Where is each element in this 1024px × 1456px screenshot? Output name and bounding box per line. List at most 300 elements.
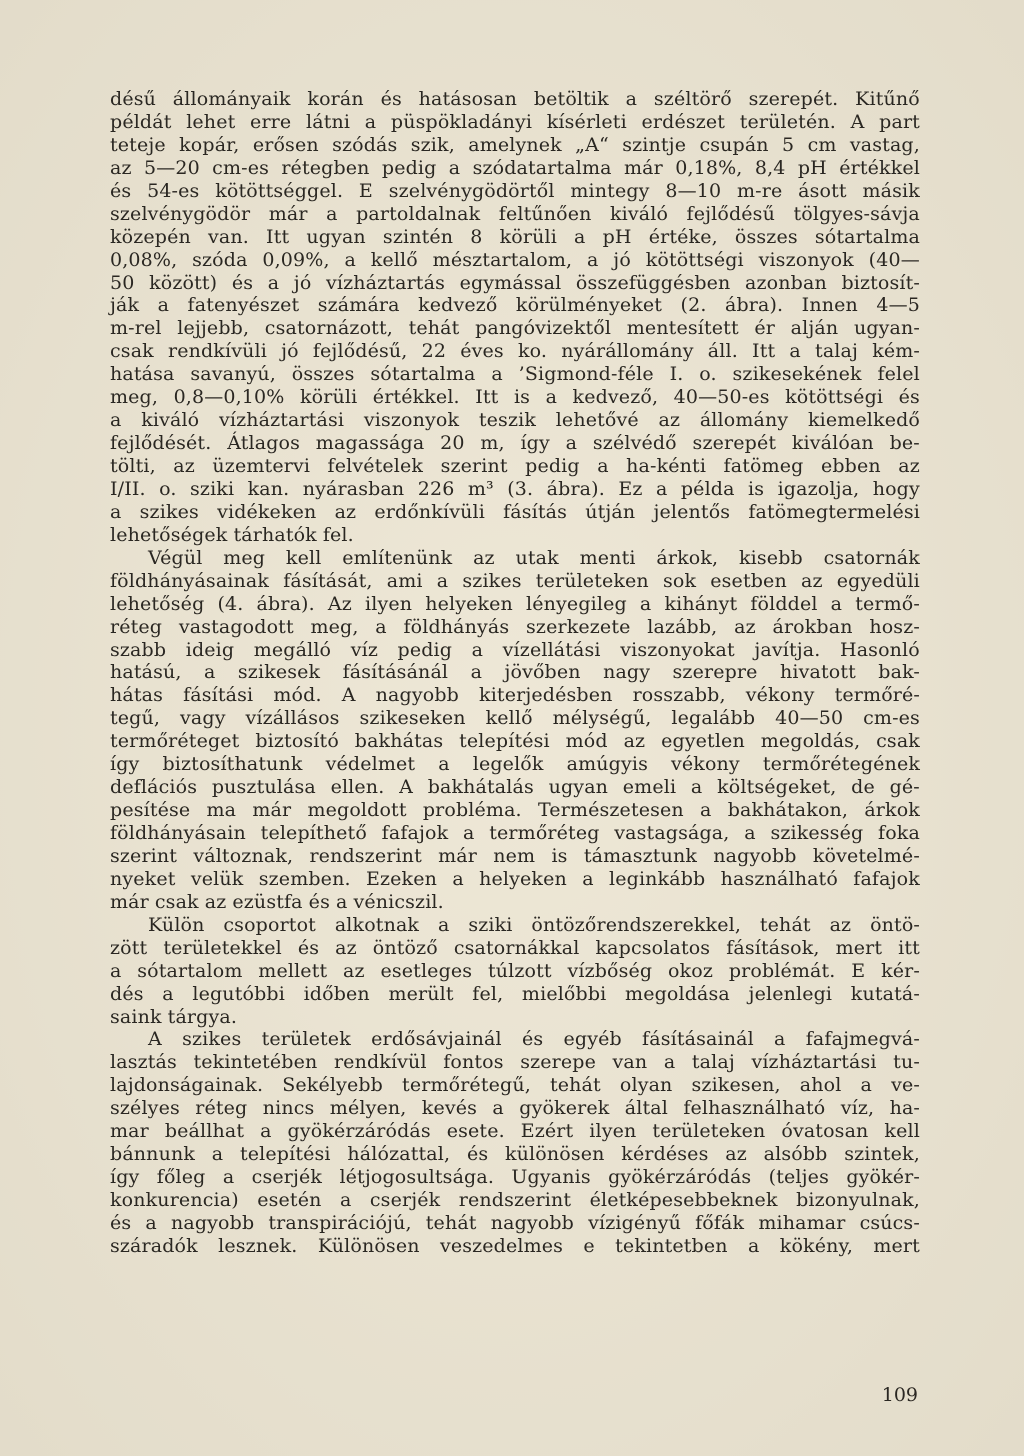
body-text (110, 88, 920, 1258)
word: a (470, 661, 483, 684)
word: fatenyészet (187, 294, 300, 317)
word: legutóbbi (192, 982, 285, 1005)
text-line (110, 203, 920, 226)
word: szelvénygödör (110, 202, 251, 225)
word: nagy (603, 661, 651, 684)
word: szerint (440, 455, 508, 477)
word: az (725, 1143, 747, 1166)
word: az (898, 455, 920, 477)
word: az (110, 156, 132, 179)
word: teszik (478, 409, 536, 432)
word: így (110, 753, 140, 776)
word: be- (889, 432, 920, 455)
word: 8—10 (665, 179, 722, 202)
word: Ezeken (365, 867, 437, 890)
word: csak (876, 730, 920, 753)
word: a (344, 248, 356, 271)
word: legalább (671, 707, 756, 730)
word: így (520, 432, 550, 455)
word: ha-kénti (626, 455, 707, 477)
word: földdel (750, 592, 818, 615)
text-line (110, 845, 920, 868)
word: kedvező (418, 294, 498, 317)
word: összes (734, 225, 798, 248)
word: megoldása (625, 982, 730, 1005)
word: merült (388, 982, 454, 1005)
word: a (110, 959, 122, 982)
word: (3. (507, 477, 534, 500)
text-line (110, 1051, 920, 1074)
word: tehát (425, 1211, 477, 1234)
word: az (800, 569, 823, 592)
word: beállhat (164, 1120, 245, 1143)
word: 8,4 (754, 156, 786, 179)
word: csak (110, 340, 154, 363)
text-line (110, 1166, 920, 1189)
word: bánnunk (110, 1143, 196, 1166)
word: gé- (889, 776, 920, 799)
word: pH (602, 225, 632, 248)
word: összefüggésben (575, 271, 731, 294)
word: kisebb (739, 546, 803, 569)
word: 5 (782, 133, 795, 156)
word: szik, (410, 133, 455, 156)
word: saink (110, 1005, 162, 1028)
word: a (267, 271, 280, 294)
word: termő- (855, 592, 920, 615)
text-line (110, 272, 920, 295)
word: ábra). (256, 592, 315, 615)
word: nagyobb (713, 844, 797, 867)
word: a (145, 1211, 157, 1234)
word: mielőbbi (521, 982, 607, 1005)
word: óvatosan (781, 1120, 869, 1143)
word: a (574, 225, 586, 248)
word: pedig (397, 638, 453, 661)
word: transpirációjú, (268, 1211, 412, 1234)
word: konkurencia) (110, 1189, 239, 1211)
word: árkok, (656, 546, 719, 569)
word: E (358, 179, 373, 202)
word: szintek, (844, 1143, 920, 1166)
word: szemben. (258, 867, 351, 890)
word: ha- (889, 1097, 920, 1120)
word: biztosító (255, 730, 339, 753)
word: sok (662, 569, 697, 592)
word: a (110, 409, 122, 432)
word: pedig (381, 156, 437, 179)
word: az (335, 936, 357, 959)
word: mélyen, (329, 1097, 407, 1120)
word: kopár, (179, 133, 240, 156)
text-line (110, 661, 920, 684)
text-line (110, 684, 920, 707)
word: jövőben (504, 661, 581, 684)
word: bakhátas (354, 730, 444, 753)
word: kapcsolatos (595, 936, 711, 959)
word: jó (281, 340, 299, 363)
text-line (110, 1189, 920, 1212)
word: kellő (485, 707, 533, 730)
text-line (110, 983, 920, 1006)
word: mód (565, 730, 608, 753)
word: emeli (622, 776, 677, 799)
word: utak (515, 546, 559, 569)
word: különösen (505, 1143, 605, 1166)
word: 226 (417, 477, 455, 500)
word: egyetlen (661, 730, 745, 753)
word: e (583, 1234, 595, 1257)
word: m, (480, 432, 505, 455)
word: száradók (110, 1234, 198, 1257)
word: A (341, 684, 356, 707)
word: egyedüli (836, 569, 920, 592)
word: egymással (459, 271, 562, 294)
word: időben (303, 982, 370, 1005)
text-line (110, 294, 920, 317)
word: dés (110, 982, 144, 1005)
word: szikesség (770, 822, 864, 844)
text-line (110, 593, 920, 616)
word: szikes (139, 500, 199, 523)
word: szikesekének (732, 363, 862, 386)
word: hálózattal, (347, 1143, 451, 1166)
text-line (110, 432, 920, 455)
word: másik (862, 179, 920, 202)
word: és (110, 179, 132, 202)
word: mód. (273, 684, 322, 707)
text-line (110, 547, 920, 570)
word: gyökér- (846, 1166, 920, 1189)
text-line (110, 570, 920, 593)
word: savanyú, (190, 363, 276, 386)
word: felel (877, 363, 920, 386)
word: 0,08%, (110, 248, 178, 271)
word: sziki (190, 477, 235, 500)
word: szabb (110, 638, 167, 661)
word: a (157, 294, 170, 317)
word: a (436, 569, 449, 592)
word: kötöttségi (785, 386, 884, 409)
word: a (690, 776, 703, 799)
word: fatömegtermelési (748, 500, 920, 523)
word: már (252, 799, 292, 822)
word: lehetővé (555, 409, 639, 432)
word: tekintetében (193, 1051, 318, 1074)
word: ábra). (724, 294, 784, 317)
word: van (612, 1051, 648, 1074)
word: deflációs (110, 776, 198, 799)
word: lehet (186, 110, 236, 133)
word: ve- (891, 1074, 920, 1097)
word: a (222, 1166, 235, 1189)
word: leginkább (609, 867, 706, 890)
word: széltörő (653, 88, 732, 110)
word: tehát (408, 317, 460, 340)
word: telepítési (459, 730, 550, 753)
word: földhányás (403, 615, 510, 638)
word: fásításánál (342, 661, 449, 684)
word: fásításainál (642, 1028, 754, 1051)
word: meg, (110, 386, 159, 409)
word: itt (898, 936, 920, 959)
word: biztosíthatunk (162, 753, 303, 776)
word: szerepét. (748, 88, 839, 110)
word: már (110, 890, 149, 913)
word: fejlődésű (686, 202, 775, 225)
word: javítja. (754, 638, 821, 661)
text-line (110, 822, 920, 845)
word: fafajok (381, 822, 449, 844)
word: vagy (180, 707, 226, 730)
word: jó (293, 271, 312, 294)
word: útján (585, 500, 636, 523)
word: a (747, 1234, 760, 1257)
word: a (437, 913, 450, 936)
word: egyéb (563, 1028, 622, 1051)
word: o. (159, 477, 177, 500)
word: igazolja, (777, 477, 860, 500)
word: kutatá- (850, 982, 920, 1005)
word: területén. (739, 110, 836, 133)
word: szikesen, (691, 1074, 781, 1097)
word: püspökladányi (390, 110, 533, 133)
word: fel, (472, 982, 504, 1005)
word: szerint (110, 844, 178, 867)
word: a (860, 1074, 873, 1097)
word: telepíthető (260, 822, 367, 844)
word: a (491, 363, 503, 386)
word: vastagsága, (614, 822, 730, 844)
word: ugyan (548, 776, 609, 799)
word: a (492, 1097, 504, 1120)
word: pusztulása (211, 776, 316, 799)
word: változnak, (193, 844, 294, 867)
word: ami (386, 569, 423, 592)
word: az (334, 500, 357, 523)
text-line (110, 134, 920, 157)
word: alkotnak (334, 913, 420, 936)
word: 54-es (147, 179, 200, 202)
word: tekintetben (615, 1234, 728, 1257)
word: helyeken (479, 867, 567, 890)
word: tehát (759, 913, 811, 936)
word: a (597, 455, 609, 477)
word: a (774, 1028, 786, 1051)
word: az (343, 959, 365, 982)
word: tölgyes-sávja (793, 202, 920, 225)
word: ásott (798, 179, 847, 202)
word: csatornázott, (264, 317, 393, 340)
text-line (110, 891, 920, 914)
word: rosszabb, (632, 684, 726, 707)
text-line (110, 1120, 920, 1143)
text-line (110, 753, 920, 776)
word: összes (291, 363, 355, 386)
word: rendszerint (309, 844, 422, 867)
word: kevés (421, 1097, 478, 1120)
word: A (148, 1028, 162, 1051)
word: legelők (472, 753, 544, 776)
word: kell (884, 1120, 920, 1143)
word: a (639, 592, 652, 615)
word: lajdonságainak. (110, 1074, 264, 1097)
word: feltűnően (498, 202, 592, 225)
word: hogy (872, 477, 920, 500)
text-line (110, 1074, 920, 1097)
text-line (110, 1143, 920, 1166)
word: 20 (440, 432, 465, 455)
text-line (110, 409, 920, 432)
word: szintje (622, 133, 687, 156)
word: csatornák (823, 546, 920, 569)
word: körülményeket (515, 294, 663, 317)
word: vékony (671, 753, 740, 776)
word: lejjebb, (177, 317, 250, 340)
word: szerepe (520, 1051, 596, 1074)
word: említenünk (342, 546, 453, 569)
word: szódatartalma (472, 156, 612, 179)
word: tegű, (110, 707, 161, 730)
word: az (623, 730, 646, 753)
word: vízbőség (567, 959, 653, 982)
word: területek (261, 1028, 351, 1051)
word: jó (613, 248, 631, 271)
word: betöltik (533, 88, 609, 110)
text-line (110, 1028, 920, 1051)
word: felvételek (327, 455, 424, 477)
word: ábra). (546, 477, 605, 500)
word: ják (110, 294, 140, 317)
word: kellő (370, 248, 418, 271)
word: is (551, 844, 568, 867)
word: körüli (499, 225, 557, 248)
word: Ugyanis (511, 1166, 591, 1189)
word: fásítás (503, 500, 568, 523)
word: az (658, 409, 681, 432)
word: tölti, (110, 455, 156, 477)
word: vízháztartási (218, 409, 345, 432)
word: 0,09%, (262, 248, 330, 271)
word: védelmet (325, 753, 416, 776)
word: szikeseken (359, 707, 466, 730)
word: Innen (801, 294, 858, 317)
word: példa (680, 477, 735, 500)
word: E (851, 959, 866, 982)
text-line (110, 1235, 920, 1258)
word: (teljes (768, 1166, 829, 1189)
word: mentesített (626, 317, 739, 340)
word: a (744, 822, 756, 844)
word: létjogosultsága. (339, 1166, 495, 1189)
word: Itt (752, 340, 776, 363)
word: lazább, (647, 615, 718, 638)
word: szikes (462, 569, 522, 592)
word: Átlagos (227, 432, 301, 455)
word: rendkívül (333, 1051, 427, 1074)
word: „A“ (575, 133, 609, 156)
word: az (829, 913, 852, 936)
word: Természetesen (537, 799, 684, 822)
word: már (623, 156, 663, 179)
word: vastagodott (178, 615, 294, 638)
word: és (380, 88, 402, 110)
word: m³ (467, 477, 494, 500)
text-line (110, 730, 920, 753)
word: árkok (864, 799, 920, 822)
word: Itt (266, 225, 290, 248)
word: tárhatók (233, 523, 317, 546)
word: fásítását, (283, 569, 373, 592)
word: megoldás, (760, 730, 861, 753)
word: problémát. (728, 959, 836, 982)
word: (4. (217, 592, 244, 615)
word: bak- (878, 661, 920, 684)
text-line (110, 1212, 920, 1235)
word: földhányásainak (110, 569, 270, 592)
word: bizonyulnak, (796, 1189, 920, 1211)
word: követelmé- (812, 844, 920, 867)
word: az (173, 455, 195, 477)
word: 22 (421, 340, 447, 363)
word: a (375, 615, 387, 638)
word: szélvédő (592, 432, 677, 455)
word: pangóvizektől (475, 317, 612, 340)
word: sótartalma (370, 363, 476, 386)
word: lényegileg (526, 592, 627, 615)
word: hatású, (110, 661, 182, 684)
word: értékkel (839, 156, 920, 179)
word: mert (835, 936, 883, 959)
word: szelvénygödörtől (388, 179, 555, 202)
word: cm (807, 133, 837, 156)
word: számára (317, 294, 400, 317)
word: áll. (707, 340, 738, 363)
word: kérdéses (621, 1143, 709, 1166)
word: menti (579, 546, 636, 569)
word: Itt (475, 386, 499, 409)
word: probléma. (422, 799, 522, 822)
word: esete. (446, 1120, 505, 1143)
word: a (452, 867, 464, 890)
word: cm-es (863, 707, 920, 730)
word: már (268, 202, 308, 225)
word: sótartalma (814, 225, 920, 248)
word: nagyobb (375, 684, 459, 707)
word: a (655, 477, 668, 500)
word: erdőnkívüli (374, 500, 485, 523)
word: vízállásos (245, 707, 340, 730)
word: Az (327, 592, 352, 615)
word: állomány (699, 409, 789, 432)
word: kedvező, (572, 386, 659, 409)
word: fafajok (853, 867, 920, 890)
text-line (110, 914, 920, 937)
word: és (297, 936, 320, 959)
word: mihamar (758, 1211, 846, 1234)
word: ideig (185, 638, 235, 661)
word: kiemelkedő (807, 409, 920, 432)
word: part (879, 110, 920, 133)
word: rétegben (281, 156, 370, 179)
word: partoldalnak (356, 202, 481, 225)
text-line (110, 616, 920, 639)
word: I/II. (110, 477, 146, 500)
word: fel. (322, 523, 354, 546)
text-line (110, 707, 920, 730)
word: tu- (893, 1051, 920, 1074)
word: magassága (315, 432, 425, 455)
